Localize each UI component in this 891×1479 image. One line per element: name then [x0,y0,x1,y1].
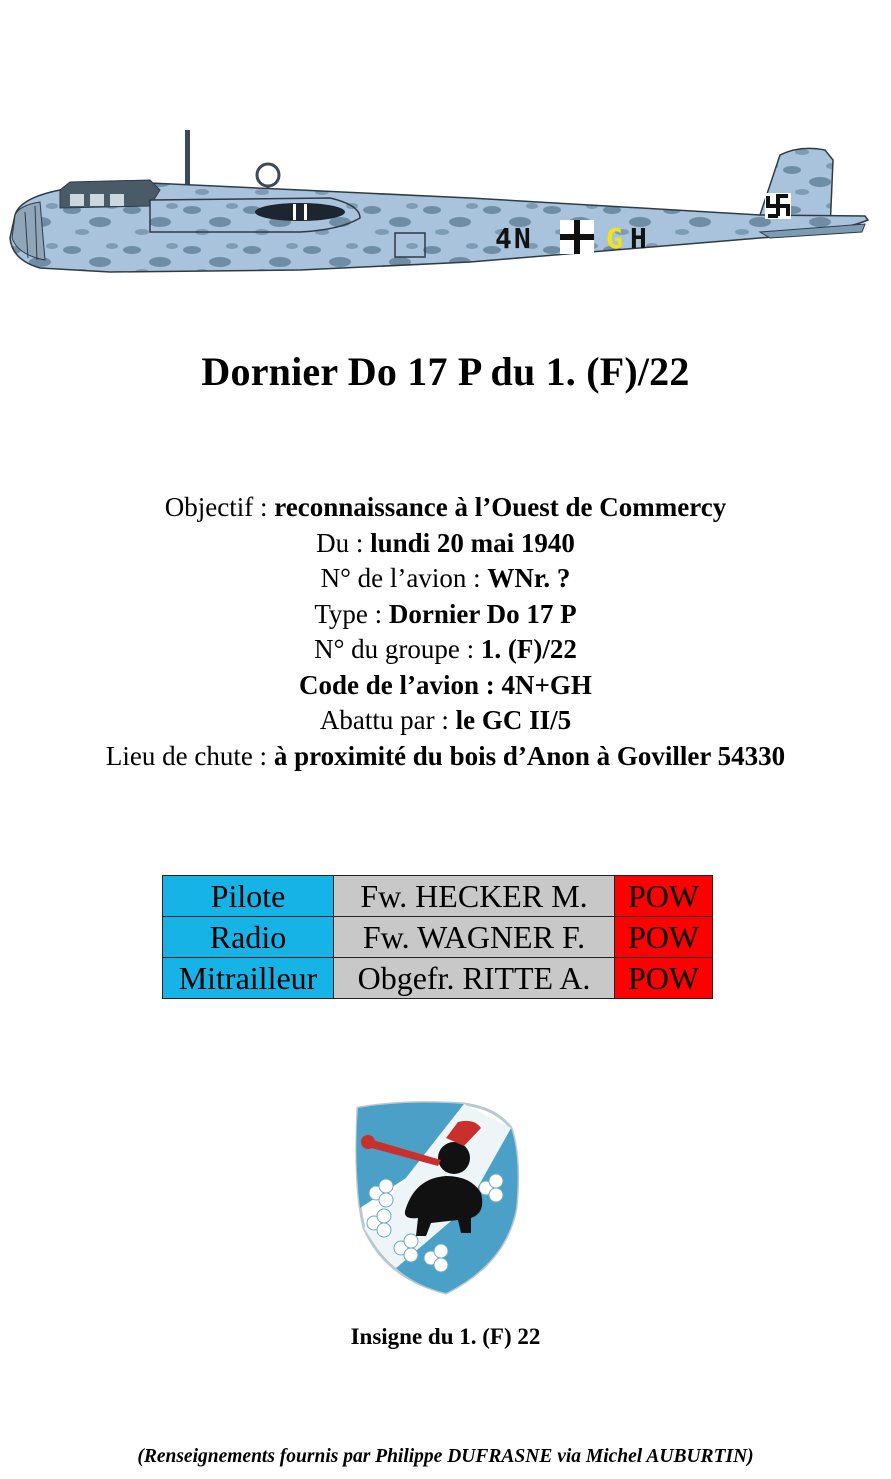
detail-label: Code de l’avion : [299,669,502,700]
crew-role: Pilote [163,876,334,917]
detail-objective [0,490,891,526]
detail-label: Lieu de chute : [105,740,274,771]
detail-aircraft-number [0,561,891,597]
balkenkreuz-icon [560,220,594,254]
detail-value: Dornier Do 17 P [388,598,577,629]
detail-value: lundi 20 mai 1940 [370,527,575,558]
page-title: Dornier Do 17 P du 1. (F)/22 [201,349,690,394]
detail-value: 4N+GH [501,669,592,700]
detail-value: à proximité du bois d’Anon à Goviller 54330 [273,740,786,771]
detail-type [0,597,891,633]
table-row [163,958,713,999]
crew-name: Obgefr. RITTE A. [334,958,615,999]
detail-value: reconnaissance à l’Ouest de Commercy [274,492,727,522]
detail-shot-down-by [0,703,891,739]
unit-insignia-icon [346,1098,526,1298]
detail-label: Objectif : [164,492,275,522]
detail-code [0,668,891,704]
crew-status: POW [615,876,713,917]
detail-value: WNr. ? [487,563,571,593]
crew-table [162,875,713,999]
tail-emblem-icon [765,193,791,219]
detail-label: N° de l’avion : [320,563,488,593]
detail-value: 1. (F)/22 [480,634,577,664]
detail-date [0,526,891,562]
detail-crash-site [0,739,891,775]
fuselage-code-part2: G [606,222,623,255]
aircraft-profile-illustration [0,120,891,290]
crew-name: Fw. WAGNER F. [334,917,615,958]
table-row [163,917,713,958]
source-credit: (Renseignements fournis par Philippe DUFRASNE via Michel AUBURTIN) [137,1446,754,1467]
table-row [163,876,713,917]
detail-label: N° du groupe : [314,634,481,664]
detail-label: Du : [316,527,371,558]
fuselage-code-part1: 4N [495,222,533,255]
crew-status: POW [615,917,713,958]
crew-role: Radio [163,917,334,958]
crew-role: Mitrailleur [163,958,334,999]
detail-label: Type : [314,598,389,629]
detail-group [0,632,891,668]
aircraft-details [0,490,891,774]
fuselage-code-part3: H [630,222,647,255]
crew-name: Fw. HECKER M. [334,876,615,917]
detail-value: le GC II/5 [455,705,572,735]
crew-status: POW [615,958,713,999]
detail-label: Abattu par : [319,705,456,735]
insignia-caption: Insigne du 1. (F) 22 [350,1324,541,1349]
